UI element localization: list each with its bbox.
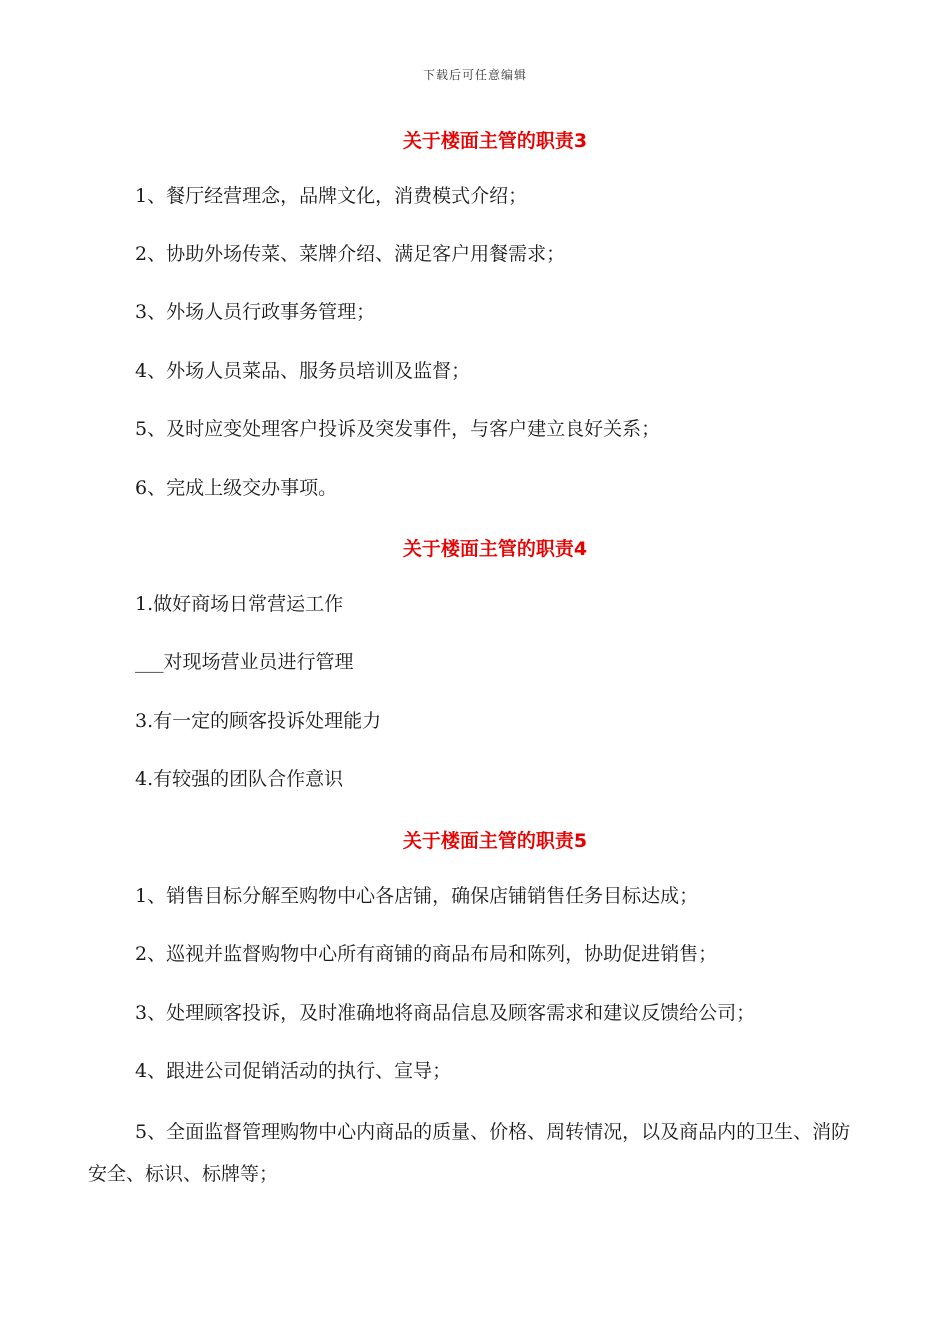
list-item: 3、处理顾客投诉，及时准确地将商品信息及顾客需求和建议反馈给公司； — [135, 1002, 756, 1024]
list-item: ___对现场营业员进行管理 — [135, 651, 354, 673]
list-item: 4、跟进公司促销活动的执行、宣导； — [135, 1060, 452, 1082]
list-item: 1、餐厅经营理念，品牌文化，消费模式介绍； — [135, 185, 528, 207]
section-title: 关于楼面主管的职责5 — [402, 830, 588, 852]
list-item: 2、巡视并监督购物中心所有商铺的商品布局和陈列，协助促进销售； — [135, 943, 718, 965]
section-title: 关于楼面主管的职责3 — [402, 130, 588, 152]
list-item: 1.做好商场日常营运工作 — [135, 593, 344, 615]
list-item: 3、外场人员行政事务管理； — [135, 301, 376, 323]
list-item: 4、外场人员菜品、服务员培训及监督； — [135, 360, 471, 382]
list-item: 1、销售目标分解至购物中心各店铺，确保店铺销售任务目标达成； — [135, 885, 699, 907]
list-item: 5、全面监督管理购物中心内商品的质量、价格、周转情况，以及商品内的卫生、消防安全、标识、标牌等； — [88, 1121, 851, 1185]
header-note: 下载后可任意编辑 — [422, 68, 527, 82]
list-item: 2、协助外场传菜、菜牌介绍、满足客户用餐需求； — [135, 243, 566, 265]
list-item: 3.有一定的顾客投诉处理能力 — [135, 710, 382, 732]
list-item: 4.有较强的团队合作意识 — [135, 768, 344, 790]
section-title: 关于楼面主管的职责4 — [402, 538, 588, 560]
list-item: 5、及时应变处理客户投诉及突发事件，与客户建立良好关系； — [135, 418, 661, 440]
list-item: 6、完成上级交办事项。 — [135, 477, 338, 499]
